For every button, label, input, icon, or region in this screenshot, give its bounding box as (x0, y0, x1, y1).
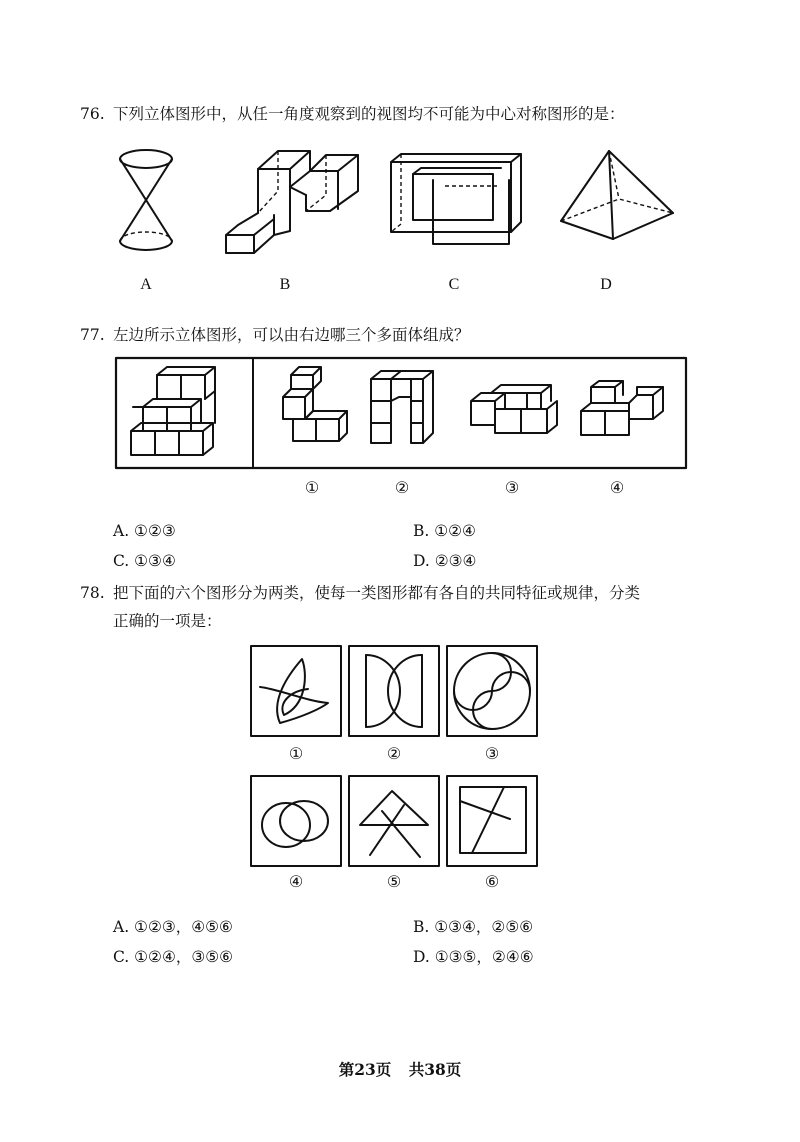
q78-figure-1 (250, 645, 342, 737)
q77-piece-3 (471, 385, 557, 433)
q77-option-c[interactable]: C. ①③④ (113, 552, 176, 570)
q77-number: 77. (80, 326, 105, 344)
q78-label-3: ③ (484, 746, 500, 763)
q77-text: 左边所示立体图形，可以由右边哪三个多面体组成？ (113, 326, 470, 344)
q78-figure-6 (446, 775, 538, 867)
q76-label-b: B (279, 276, 291, 293)
q77-piece-label-2: ② (394, 480, 410, 497)
q78-figure-2 (348, 645, 440, 737)
q78-figure-3 (446, 645, 538, 737)
q77-combined-solid (131, 367, 215, 455)
q77-piece-2 (371, 371, 433, 443)
q77-piece-label-1: ① (304, 480, 320, 497)
q78-text-line1: 把下面的六个图形分为两类，使每一类图形都有各自的共同特征或规律，分类 (113, 584, 641, 602)
q78-label-4: ④ (288, 874, 304, 891)
q76-label-d: D (600, 276, 612, 293)
q77-option-b[interactable]: B. ①②④ (413, 522, 476, 540)
q76-figure-c (385, 152, 535, 247)
q76-figure-d (555, 147, 680, 247)
q77-figure-box (115, 357, 687, 469)
q77-piece-1 (283, 367, 347, 441)
q76-label-a: A (140, 276, 152, 293)
q76-figure-b (218, 147, 368, 262)
q78-figure-5 (348, 775, 440, 867)
q78-number: 78. (80, 584, 105, 602)
page-number: 第23页 (338, 1060, 392, 1079)
q78-text-line2: 正确的一项是： (113, 612, 222, 630)
q77-piece-label-4: ④ (609, 480, 625, 497)
q77-piece-4 (581, 381, 663, 435)
q78-label-5: ⑤ (386, 874, 402, 891)
q77-option-a[interactable]: A. ①②③ (113, 522, 176, 540)
q78-option-d[interactable]: D. ①③⑤，②④⑥ (413, 948, 534, 966)
q76-text: 下列立体图形中，从任一角度观察到的视图均不可能为中心对称图形的是： (113, 105, 625, 123)
q76-label-c: C (448, 276, 460, 293)
q76-number: 76. (80, 105, 105, 123)
q78-label-6: ⑥ (484, 874, 500, 891)
page-total: 共38页 (408, 1060, 462, 1079)
q78-label-2: ② (386, 746, 402, 763)
q78-label-1: ① (288, 746, 304, 763)
q78-option-b[interactable]: B. ①③④，②⑤⑥ (413, 918, 534, 936)
q77-option-d[interactable]: D. ②③④ (413, 552, 477, 570)
q78-option-c[interactable]: C. ①②④，③⑤⑥ (113, 948, 234, 966)
q78-option-a[interactable]: A. ①②③，④⑤⑥ (113, 918, 233, 936)
page-footer (0, 1058, 800, 1080)
q76-figure-a (110, 145, 190, 255)
q78-figure-4 (250, 775, 342, 867)
q77-piece-label-3: ③ (504, 480, 520, 497)
